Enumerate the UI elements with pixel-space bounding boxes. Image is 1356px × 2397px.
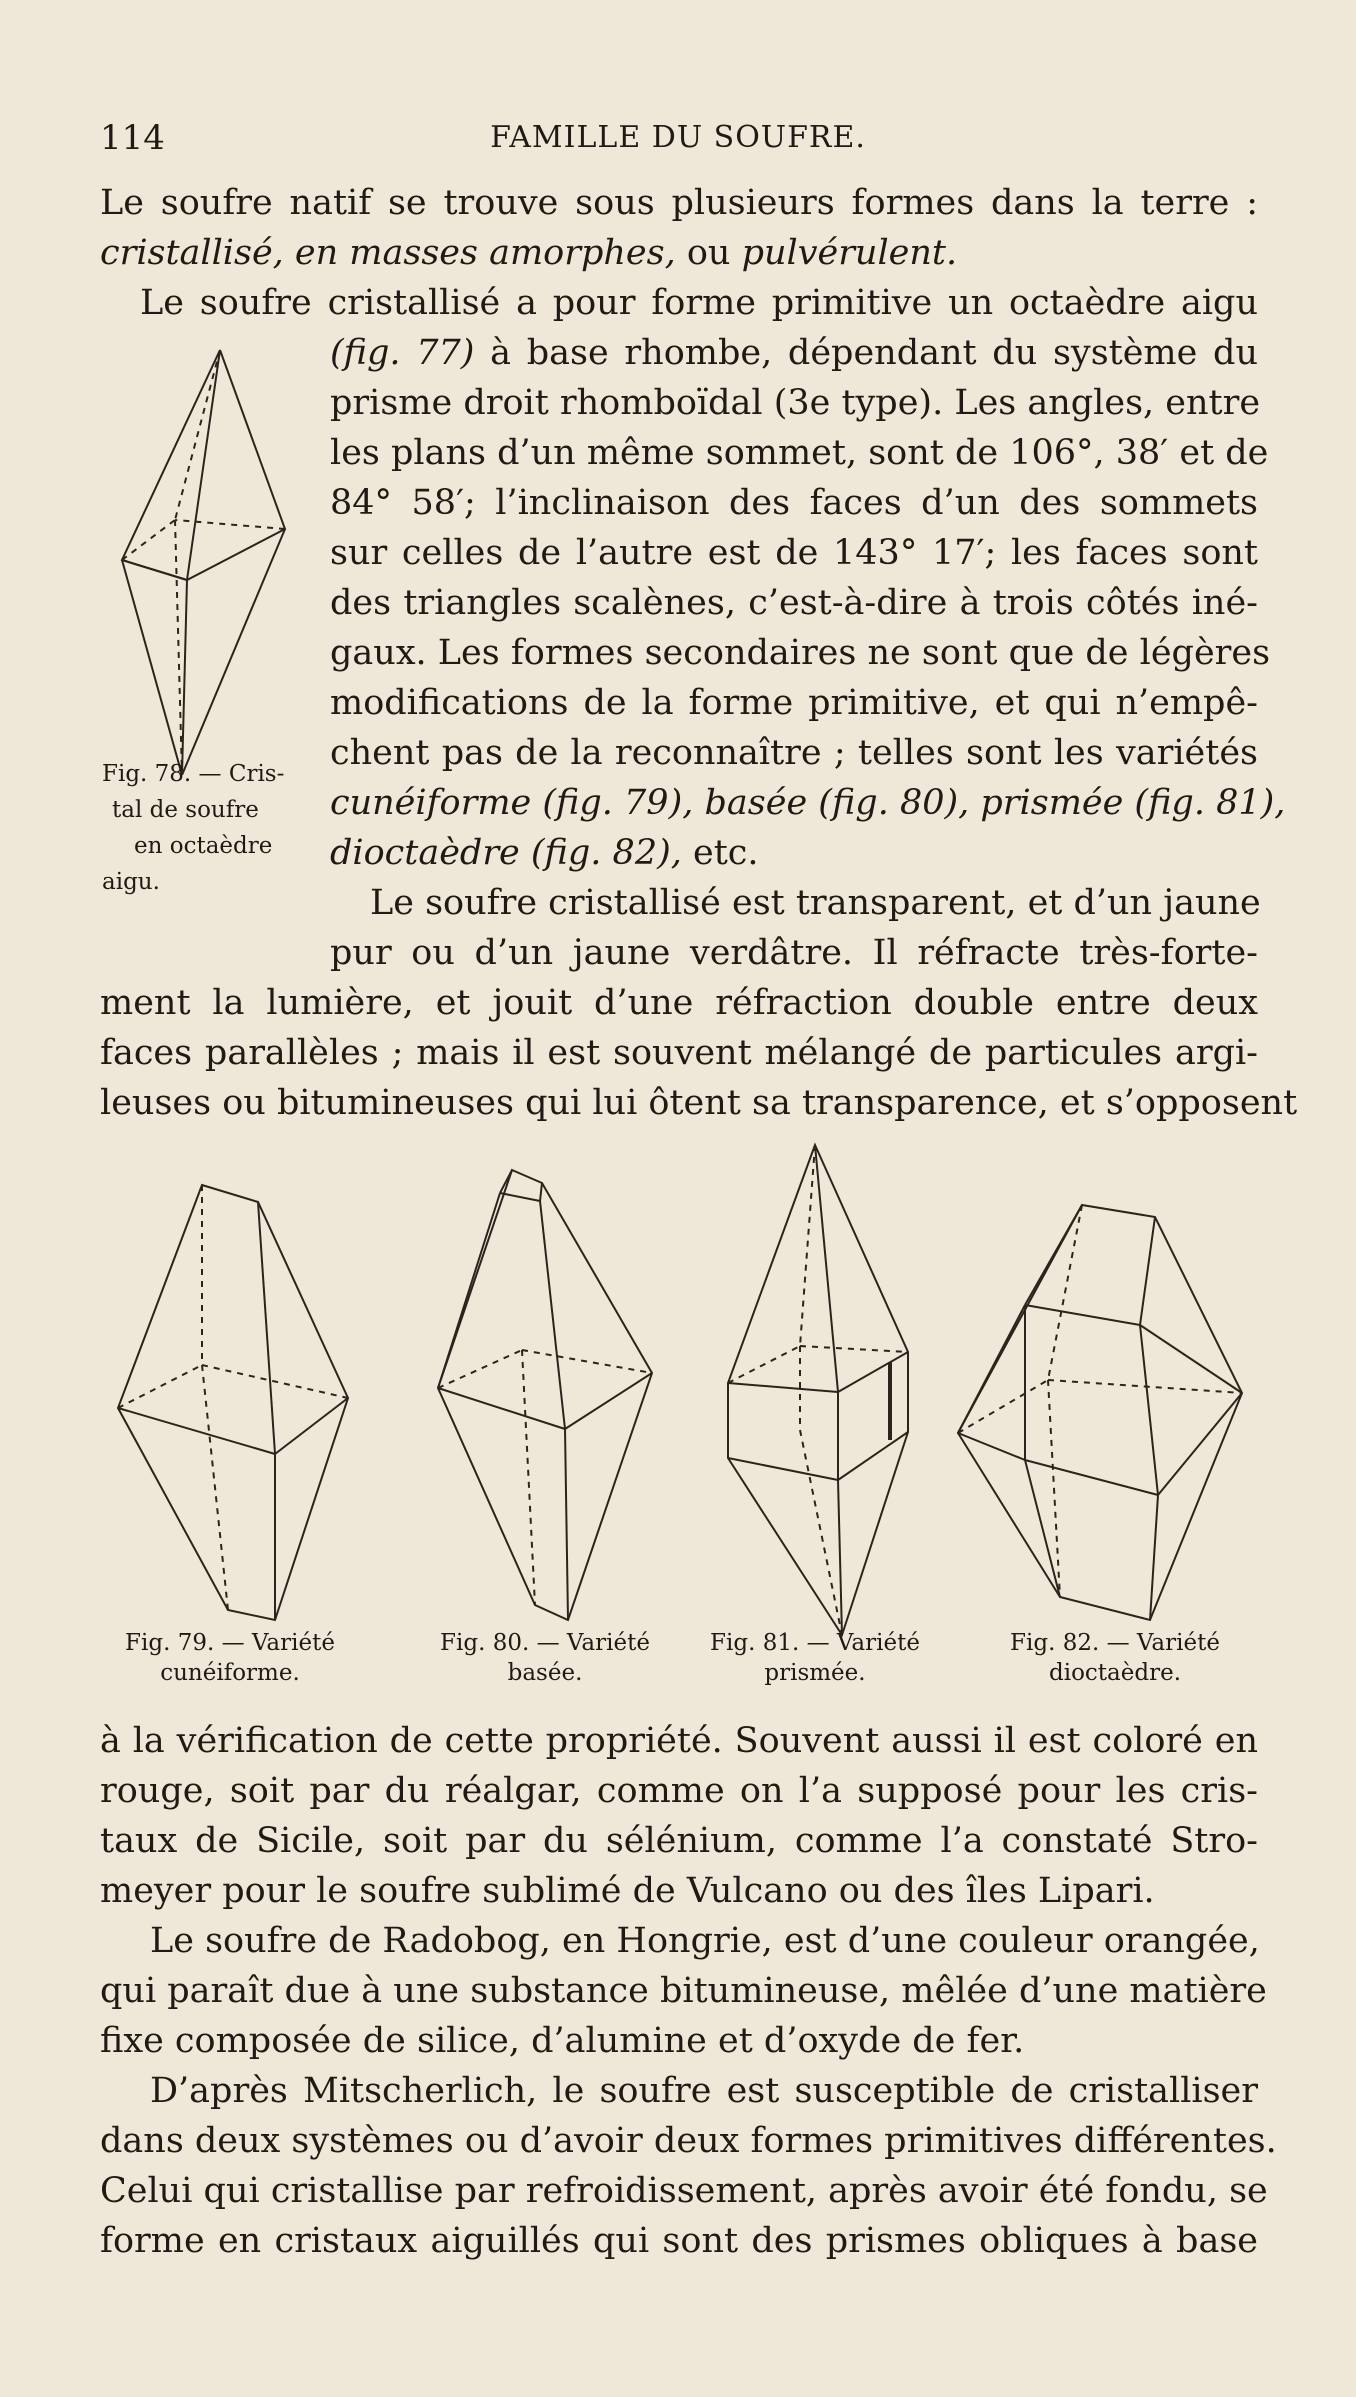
text-line: Le soufre cristallisé est transparent, et d’un jaune <box>370 883 1261 923</box>
fig82-hidden-edge <box>1048 1380 1060 1597</box>
fig78-hidden-edge <box>175 350 220 520</box>
text-line: sur celles de l’autre est de 143° 17′; les faces sont <box>330 533 1258 573</box>
fig81-hidden-edge <box>800 1346 908 1352</box>
fig79-edge <box>118 1408 275 1454</box>
text-run: à base rhombe, dépendant du système du <box>474 333 1258 373</box>
text-line: rouge, soit par du réalgar, comme on l’a supposé pour les cris- <box>100 1771 1258 1811</box>
fig79-edge <box>258 1202 275 1454</box>
text-line: taux de Sicile, soit par du sélénium, comme l’a constaté Stro- <box>100 1821 1258 1861</box>
caption-line: dioctaèdre. <box>1048 1660 1181 1686</box>
fig78-edge <box>182 529 285 775</box>
text-line: forme en cristaux aiguillés qui sont des prismes obliques à base <box>100 2221 1258 2261</box>
fig78-edge <box>182 580 187 775</box>
text-line: Le soufre de Radobog, en Hongrie, est d’une couleur orangée, <box>150 1921 1260 1961</box>
caption-line: en octaèdre <box>134 833 273 859</box>
fig78-hidden-edge <box>175 520 285 529</box>
fig80-edge <box>540 1201 565 1429</box>
fig80-edge <box>438 1388 565 1429</box>
caption-line: tal de soufre <box>112 797 259 823</box>
text-line: chent pas de la reconnaître ; telles sont les variétés <box>330 733 1258 773</box>
text-line: 84° 58′; l’inclinaison des faces d’un des sommets <box>330 483 1258 523</box>
caption-line: Fig. 80. — Variété <box>440 1630 650 1656</box>
fig80-hidden-edge <box>522 1350 652 1373</box>
italic-run: pulvérulent. <box>741 233 958 273</box>
caption-line: aigu. <box>102 869 160 895</box>
text-run: etc. <box>681 833 759 873</box>
fig79-outline <box>118 1185 348 1620</box>
figure-78-octahedron <box>100 345 300 775</box>
fig80-edge <box>565 1429 568 1620</box>
fig81-edge <box>838 1432 908 1480</box>
fig81-edge <box>728 1383 838 1392</box>
figure-80-basee <box>430 1165 660 1635</box>
text-line: des triangles scalènes, c’est-à-dire à trois côtés iné- <box>330 583 1258 623</box>
caption-line: Fig. 78. — Cris- <box>102 761 285 787</box>
text-line: leuses ou bitumineuses qui lui ôtent sa transparence, et s’opposent <box>100 1083 1298 1123</box>
caption-line: basée. <box>507 1660 583 1686</box>
fig82-edge <box>958 1433 1025 1460</box>
text-line: dans deux systèmes ou d’avoir deux formes primitives différentes. <box>100 2121 1277 2161</box>
text-line <box>330 328 1258 378</box>
text-line: Le soufre natif se trouve sous plusieurs formes dans la terre : <box>100 183 1258 223</box>
fig82-edge <box>1025 1305 1140 1325</box>
text-line: fixe composée de silice, d’alumine et d’oxyde de fer. <box>100 2021 1025 2061</box>
italic-run: prismée (fig. 81), <box>980 783 1286 823</box>
fig79-hidden-edge <box>202 1365 348 1398</box>
figure-79-cuneiform <box>110 1180 360 1640</box>
fig81-hidden-edge <box>800 1430 842 1635</box>
italic-run: (fig. 77) <box>330 333 475 373</box>
caption-fig-78 <box>102 756 284 900</box>
fig81-edge <box>838 1480 842 1635</box>
fig82-edge <box>1140 1325 1158 1495</box>
fig79-hidden-edge <box>118 1365 202 1408</box>
text-line <box>330 828 1258 878</box>
text-line: à la vérification de cette propriété. Souvent aussi il est coloré en <box>100 1721 1258 1761</box>
italic-run: cunéiforme (fig. 79), <box>330 783 694 823</box>
fig80-hidden-edge <box>522 1350 535 1605</box>
fig79-edge <box>275 1398 348 1454</box>
fig82-edge <box>1140 1325 1242 1393</box>
fig78-hidden-edge <box>122 520 175 560</box>
caption-fig-81 <box>690 1628 940 1688</box>
fig79-hidden-edge <box>202 1365 228 1610</box>
fig80-hidden-edge <box>438 1350 522 1388</box>
fig81-edge <box>838 1352 908 1392</box>
fig78-hidden-edge <box>175 520 182 775</box>
text-line: qui paraît due à une substance bitumineuse, mêlée d’une matière <box>100 1971 1267 2011</box>
fig82-edge <box>1025 1460 1158 1495</box>
fig82-edge <box>1025 1460 1060 1597</box>
text-line <box>100 228 1258 278</box>
text-line: modifications de la forme primitive, et qui n’empê- <box>330 683 1258 723</box>
figure-82-dioctaedre <box>950 1195 1250 1625</box>
fig80-edge <box>438 1193 500 1388</box>
fig80-edge <box>540 1183 542 1201</box>
text-line: les plans d’un même sommet, sont de 106°, 38′ et de <box>330 433 1269 473</box>
fig81-hidden-edge <box>800 1145 815 1346</box>
text-line: meyer pour le soufre sublimé de Vulcano ou des îles Lipari. <box>100 1871 1155 1911</box>
text-line: gaux. Les formes secondaires ne sont que de légères <box>330 633 1271 673</box>
italic-run: dioctaèdre (fig. 82), <box>330 833 682 873</box>
fig80-edge <box>565 1373 652 1429</box>
fig78-edge <box>122 560 182 775</box>
fig81-edge <box>728 1458 838 1480</box>
fig82-edge <box>1158 1393 1242 1495</box>
text-line: Celui qui cristallise par refroidissement, après avoir été fondu, se <box>100 2171 1268 2211</box>
caption-fig-82 <box>990 1628 1240 1688</box>
caption-line: Fig. 79. — Variété <box>125 1630 335 1656</box>
fig81-edge <box>815 1145 838 1392</box>
fig80-edge <box>500 1193 540 1201</box>
caption-line: Fig. 82. — Variété <box>1010 1630 1220 1656</box>
italic-run: basée (fig. 80), <box>704 783 970 823</box>
caption-fig-79 <box>95 1628 365 1688</box>
running-head <box>0 118 1356 158</box>
figure-81-prismee <box>720 1140 920 1640</box>
text-line: prisme droit rhomboïdal (3e type). Les angles, entre <box>330 383 1261 423</box>
fig82-hidden-edge <box>1048 1205 1082 1380</box>
caption-line: cunéiforme. <box>160 1660 300 1686</box>
text-line: faces parallèles ; mais il est souvent mélangé de particules argi- <box>100 1033 1258 1073</box>
text-run: ou <box>675 233 742 273</box>
caption-fig-80 <box>420 1628 670 1688</box>
text-line: Le soufre cristallisé a pour forme primitive un octaèdre aigu <box>140 283 1258 323</box>
text-line <box>330 778 1286 828</box>
caption-line: Fig. 81. — Variété <box>710 1630 920 1656</box>
caption-line: prismée. <box>764 1660 866 1686</box>
fig82-edge <box>1025 1205 1082 1305</box>
fig82-hidden-edge <box>1048 1380 1242 1393</box>
italic-run: cristallisé, en masses amorphes, <box>100 233 676 273</box>
text-line: pur ou d’un jaune verdâtre. Il réfracte très-forte- <box>330 933 1258 973</box>
fig82-outline <box>958 1205 1242 1620</box>
text-line: ment la lumière, et jouit d’une réfraction double entre deux <box>100 983 1258 1023</box>
page-number: 114 <box>100 118 165 158</box>
fig82-edge <box>1140 1217 1155 1325</box>
text-line: D’après Mitscherlich, le soufre est susceptible de cristalliser <box>150 2071 1258 2111</box>
running-title: FAMILLE DU SOUFRE. <box>490 120 866 155</box>
